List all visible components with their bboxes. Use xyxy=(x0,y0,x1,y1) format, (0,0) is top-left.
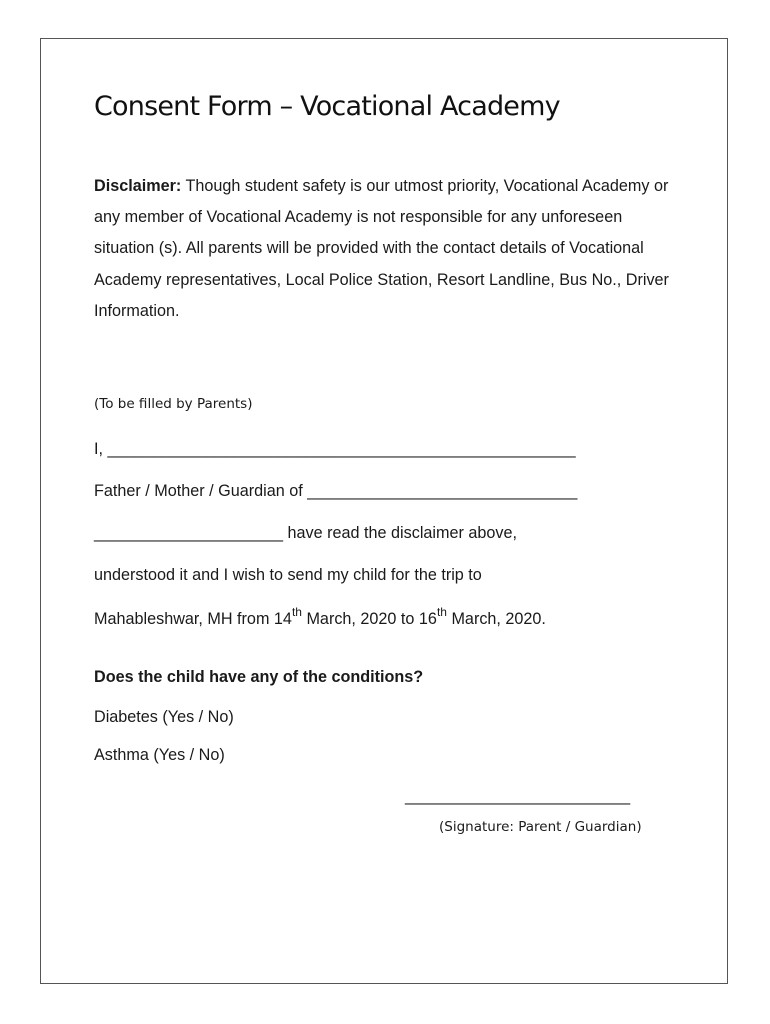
trip-dates-sup1: th xyxy=(291,604,302,619)
filled-by-note: (To be filled by Parents) xyxy=(94,396,253,412)
condition-item-asthma: Asthma (Yes / No) xyxy=(94,746,225,764)
disclaimer-paragraph xyxy=(94,171,684,327)
consent-statement-line: understood it and I wish to send my child for the trip to xyxy=(94,566,482,584)
signature-line: _________________________ xyxy=(405,787,631,805)
trip-dates-part2: March, 2020 to 16 xyxy=(301,610,437,628)
document-page xyxy=(40,38,728,984)
parent-name-line: I, ____________________________________________________ xyxy=(94,440,576,458)
trip-dates-line xyxy=(94,604,546,629)
disclaimer-text: Though student safety is our utmost priority, Vocational Academy or any member of Vocational Academy is not responsible for any unforeseen situation (s). All parents will be provided with the contact details of Vocational Academy representatives, Local Police Station, Resort Landline, Bus No., Driver Information. xyxy=(94,177,669,320)
child-name-line: _____________________ have read the disclaimer above, xyxy=(94,524,518,542)
guardian-of-line: Father / Mother / Guardian of ______________________________ xyxy=(94,482,578,500)
trip-dates-part1: Mahableshwar, MH from 14 xyxy=(94,610,292,628)
trip-dates-sup2: th xyxy=(436,604,447,619)
disclaimer-label: Disclaimer: xyxy=(94,177,182,195)
condition-item-diabetes: Diabetes (Yes / No) xyxy=(94,708,234,726)
signature-label: (Signature: Parent / Guardian) xyxy=(439,819,642,835)
page-title: Consent Form – Vocational Academy xyxy=(94,91,560,122)
conditions-question: Does the child have any of the conditions? xyxy=(94,668,424,686)
trip-dates-part3: March, 2020. xyxy=(446,610,546,628)
